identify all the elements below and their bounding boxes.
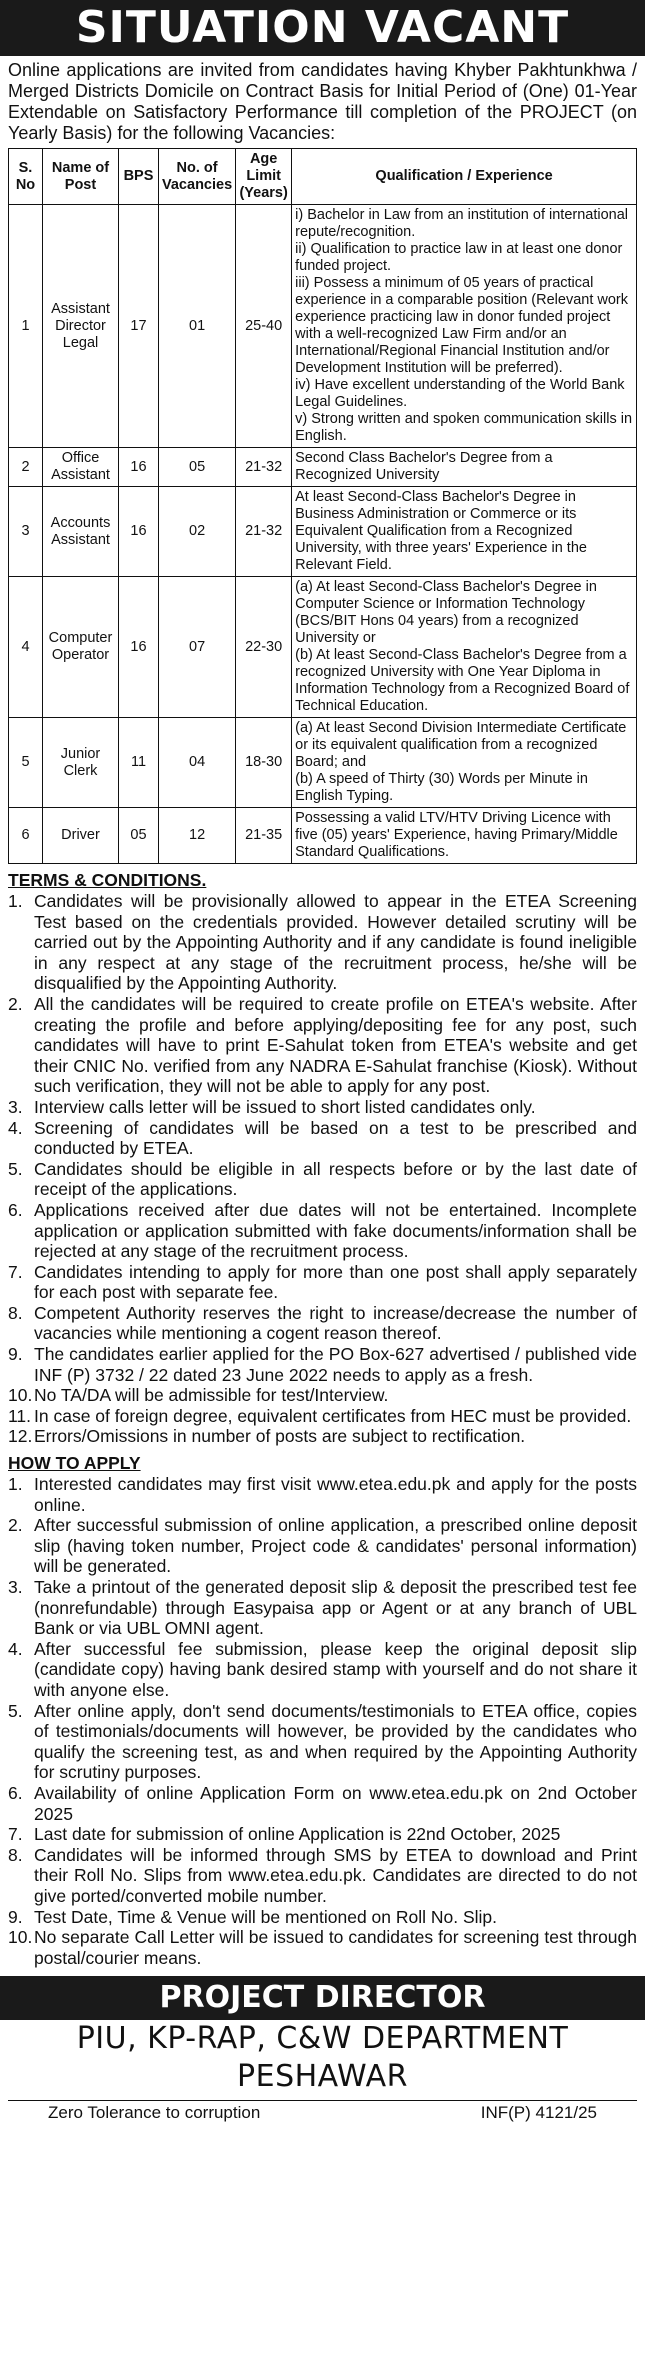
cell-sno: 6 xyxy=(9,808,43,864)
item-text: Applications received after due dates will not be entertained. Incomplete application or application submitted with fake documents/information shall be rejected at any stage of the recruitment process. xyxy=(34,1199,637,1262)
item-number: 1. xyxy=(8,1474,23,1495)
cell-post: Office Assistant xyxy=(43,448,119,487)
list-item xyxy=(8,1577,637,1639)
cell-sno: 4 xyxy=(9,577,43,718)
header-sno: S. No xyxy=(9,149,43,205)
cell-post: Accounts Assistant xyxy=(43,487,119,577)
list-item xyxy=(8,1515,637,1577)
list-item xyxy=(8,1783,637,1824)
item-text: After successful submission of online application, a prescribed online deposit slip (having token number, Project code & candidates' personal information) will be generated. xyxy=(34,1515,637,1577)
table-row xyxy=(9,487,637,577)
list-item xyxy=(8,1426,637,1447)
list-item xyxy=(8,1303,637,1344)
cell-bps: 05 xyxy=(119,808,159,864)
item-number: 11. xyxy=(8,1405,32,1426)
list-item xyxy=(8,1097,637,1118)
item-text: Interested candidates may first visit www.etea.edu.pk and apply for the posts online. xyxy=(34,1474,637,1515)
item-text: In case of foreign degree, equivalent certificates from HEC must be provided. xyxy=(34,1405,632,1426)
qualification-line: v) Strong written and spoken communication skills in English. xyxy=(295,411,633,444)
item-text: After online apply, don't send documents/testimonials to ETEA office, copies of testimonials/documents will however, be provided by the candidates who qualify the screening test, as and when required by the Appointing Authority for scrutiny purposes. xyxy=(34,1700,637,1783)
header-vacancies: No. of Vacancies xyxy=(159,149,236,205)
item-number: 1. xyxy=(8,891,23,911)
cell-bps: 17 xyxy=(119,205,159,448)
item-number: 4. xyxy=(8,1638,23,1659)
qualification-line: (b) A speed of Thirty (30) Words per Minute in English Typing. xyxy=(295,771,588,804)
item-text: All the candidates will be required to create profile on ETEA's website. After creating the profile and before applying/depositing fee for any post, such candidates will have to print E-Sahulat token from ETEA's website and get their CNIC No. verified from any NADRA E-Sahulat franchise (Kiosk). Without such verification, they will not be able to apply for any post. xyxy=(34,993,637,1097)
cell-qualification xyxy=(292,487,637,577)
item-text: Errors/Omissions in number of posts are subject to rectification. xyxy=(34,1426,526,1447)
item-number: 9. xyxy=(8,1906,23,1927)
qualification-line: ii) Qualification to practice law in at least one donor funded project. xyxy=(295,241,623,274)
table-header-row xyxy=(9,149,637,205)
item-text: Test Date, Time & Venue will be mentioned on Roll No. Slip. xyxy=(34,1906,498,1927)
cell-age: 25-40 xyxy=(236,205,292,448)
cell-vacancies: 02 xyxy=(159,487,236,577)
table-row xyxy=(9,205,637,448)
inf-reference: INF(P) 4121/25 xyxy=(480,2103,597,2123)
list-item xyxy=(8,1474,637,1515)
item-number: 7. xyxy=(8,1824,23,1845)
signatory-title: PROJECT DIRECTOR xyxy=(0,1976,645,2020)
item-text: Competent Authority reserves the right to increase/decrease the number of vacancies while mentioning a cogent reason thereof. xyxy=(34,1302,637,1344)
list-item xyxy=(8,1118,637,1159)
item-number: 6. xyxy=(8,1199,23,1220)
list-item xyxy=(8,1385,637,1406)
cell-qualification xyxy=(292,808,637,864)
item-text: No separate Call Letter will be issued to candidates for screening test through postal/courier means. xyxy=(34,1927,637,1968)
cell-qualification xyxy=(292,205,637,448)
table-row xyxy=(9,577,637,718)
item-text: Candidates intending to apply for more than one post shall apply separately for each post with separate fee. xyxy=(34,1261,637,1303)
item-text: Take a printout of the generated deposit slip & deposit the prescribed test fee (nonrefundable) through Easypaisa app or Agent or at any branch of UBL Bank or via UBL OMNI agent. xyxy=(34,1577,637,1639)
list-item xyxy=(8,1159,637,1200)
cell-post: Junior Clerk xyxy=(43,718,119,808)
qualification-line: Second Class Bachelor's Degree from a Recognized University xyxy=(295,450,553,483)
item-number: 2. xyxy=(8,993,23,1014)
signatory-city: PESHAWAR xyxy=(237,2059,408,2095)
cell-age: 21-32 xyxy=(236,448,292,487)
howto-heading: HOW TO APPLY xyxy=(8,1453,141,1474)
cell-qualification xyxy=(292,448,637,487)
item-number: 4. xyxy=(8,1117,23,1138)
cell-sno: 5 xyxy=(9,718,43,808)
qualification-line: At least Second-Class Bachelor's Degree in Business Administration or Commerce or its Equivalent Qualification from a Recognized University, with three years' Experience in the Relevant Field. xyxy=(295,489,587,573)
item-number: 7. xyxy=(8,1261,23,1282)
table-row xyxy=(9,718,637,808)
item-number: 2. xyxy=(8,1515,23,1536)
item-text: Interview calls letter will be issued to short listed candidates only. xyxy=(34,1096,536,1117)
item-number: 5. xyxy=(8,1158,23,1179)
item-text: The candidates earlier applied for the PO Box-627 advertised / published vide INF (P) 3732 / 22 dated 23 June 2022 needs to apply as a fresh. xyxy=(34,1344,637,1385)
qualification-line: iv) Have excellent understanding of the World Bank Legal Guidelines. xyxy=(295,377,625,410)
item-number: 8. xyxy=(8,1302,23,1323)
item-number: 12. xyxy=(8,1426,33,1447)
qualification-line: Possessing a valid LTV/HTV Driving Licence with five (05) years' Experience, having Primary/Middle Standard Qualifications. xyxy=(295,810,618,860)
item-text: After successful fee submission, please keep the original deposit slip (candidate copy) having bank desired stamp with yourself and do not share it with anyone else. xyxy=(34,1638,637,1700)
list-item xyxy=(8,994,637,1097)
item-text: Last date for submission of online Application is 22nd October, 2025 xyxy=(34,1824,561,1845)
vacancies-table xyxy=(8,148,637,864)
item-text: Candidates will be informed through SMS by ETEA to download and Print their Roll No. Slips from www.etea.edu.pk. Candidates are directed to do not give ported/converted mobile number. xyxy=(34,1844,637,1906)
howto-list xyxy=(8,1474,637,1968)
zero-tolerance-note: Zero Tolerance to corruption xyxy=(48,2103,261,2123)
cell-vacancies: 07 xyxy=(159,577,236,718)
terms-heading: TERMS & CONDITIONS. xyxy=(8,870,207,890)
header-bps: BPS xyxy=(119,149,159,205)
qualification-line: (b) At least Second-Class Bachelor's Degree from a recognized University with One Year Diploma in Information Technology from a Recognized Board of Technical Education. xyxy=(295,647,630,714)
cell-post: Assistant Director Legal xyxy=(43,205,119,448)
cell-bps: 16 xyxy=(119,577,159,718)
cell-bps: 16 xyxy=(119,448,159,487)
item-number: 9. xyxy=(8,1344,23,1365)
item-text: No TA/DA will be admissible for test/Interview. xyxy=(34,1385,389,1406)
table-row xyxy=(9,808,637,864)
list-item xyxy=(8,1907,637,1928)
header-post: Name of Post xyxy=(43,149,119,205)
header-age: Age Limit (Years) xyxy=(236,149,292,205)
footer-notes xyxy=(8,2100,637,2123)
page-title: SITUATION VACANT xyxy=(0,0,645,56)
cell-vacancies: 04 xyxy=(159,718,236,808)
qualification-line: i) Bachelor in Law from an institution of international repute/recognition. xyxy=(295,207,629,240)
cell-post: Driver xyxy=(43,808,119,864)
item-text: Candidates should be eligible in all respects before or by the last date of receipt of the applications. xyxy=(34,1158,637,1200)
header-qualification: Qualification / Experience xyxy=(292,149,637,205)
item-text: Candidates will be provisionally allowed to appear in the ETEA Screening Test based on the credentials provided. However detailed scrutiny will be carried out by the Appointing Authority and if any candidate is found ineligible in any respect at any stage of the recruitment process, he/she will be disqualified by the Appointing Authority. xyxy=(34,891,637,994)
cell-age: 22-30 xyxy=(236,577,292,718)
list-item xyxy=(8,1845,637,1907)
cell-age: 21-32 xyxy=(236,487,292,577)
list-item xyxy=(8,1344,637,1385)
terms-list xyxy=(8,891,637,1447)
cell-age: 21-35 xyxy=(236,808,292,864)
list-item xyxy=(8,1406,637,1427)
qualification-line: iii) Possess a minimum of 05 years of practical experience in a comparable position (Relevant work experience practicing law in donor funded project with a well-recognized Law Firm and/or an International/Regional Financial Institution and/or Development Institution will be preferred). xyxy=(295,275,629,376)
cell-vacancies: 05 xyxy=(159,448,236,487)
cell-age: 18-30 xyxy=(236,718,292,808)
item-number: 3. xyxy=(8,1577,23,1597)
list-item xyxy=(8,1701,637,1783)
qualification-line: (a) At least Second Division Intermediate Certificate or its equivalent qualification from a recognized Board; and xyxy=(295,720,627,770)
item-number: 3. xyxy=(8,1096,23,1117)
cell-bps: 16 xyxy=(119,487,159,577)
item-number: 5. xyxy=(8,1700,23,1721)
cell-vacancies: 12 xyxy=(159,808,236,864)
list-item xyxy=(8,1200,637,1262)
cell-vacancies: 01 xyxy=(159,205,236,448)
cell-post: Computer Operator xyxy=(43,577,119,718)
cell-qualification xyxy=(292,577,637,718)
list-item xyxy=(8,1262,637,1303)
signatory-department: PIU, KP-RAP, C&W DEPARTMENT xyxy=(76,2021,569,2057)
cell-sno: 3 xyxy=(9,487,43,577)
qualification-line: (a) At least Second-Class Bachelor's Degree in Computer Science or Information Technology (BCS/BIT Hons 04 years) from a recognized University or xyxy=(295,579,597,646)
list-item xyxy=(8,891,637,994)
item-text: Availability of online Application Form on www.etea.edu.pk on 2nd October 2025 xyxy=(34,1782,637,1824)
cell-sno: 1 xyxy=(9,205,43,448)
list-item xyxy=(8,1639,637,1701)
cell-sno: 2 xyxy=(9,448,43,487)
item-number: 10. xyxy=(8,1385,33,1406)
intro-paragraph: Online applications are invited from candidates having Khyber Pakhtunkhwa / Merged Districts Domicile on Contract Basis for Initial Period of (One) 01-Year Extendable on Satisfactory Performance till completion of the PROJECT (on Yearly Basis) for the following Vacancies: xyxy=(8,60,637,143)
list-item xyxy=(8,1824,637,1845)
item-number: 10. xyxy=(8,1927,33,1948)
cell-qualification xyxy=(292,718,637,808)
item-number: 6. xyxy=(8,1782,23,1803)
item-number: 8. xyxy=(8,1844,23,1865)
signature-block xyxy=(8,1976,637,2123)
cell-bps: 11 xyxy=(119,718,159,808)
table-row xyxy=(9,448,637,487)
list-item xyxy=(8,1927,637,1968)
item-text: Screening of candidates will be based on a test to be prescribed and conducted by ETEA. xyxy=(34,1117,637,1159)
